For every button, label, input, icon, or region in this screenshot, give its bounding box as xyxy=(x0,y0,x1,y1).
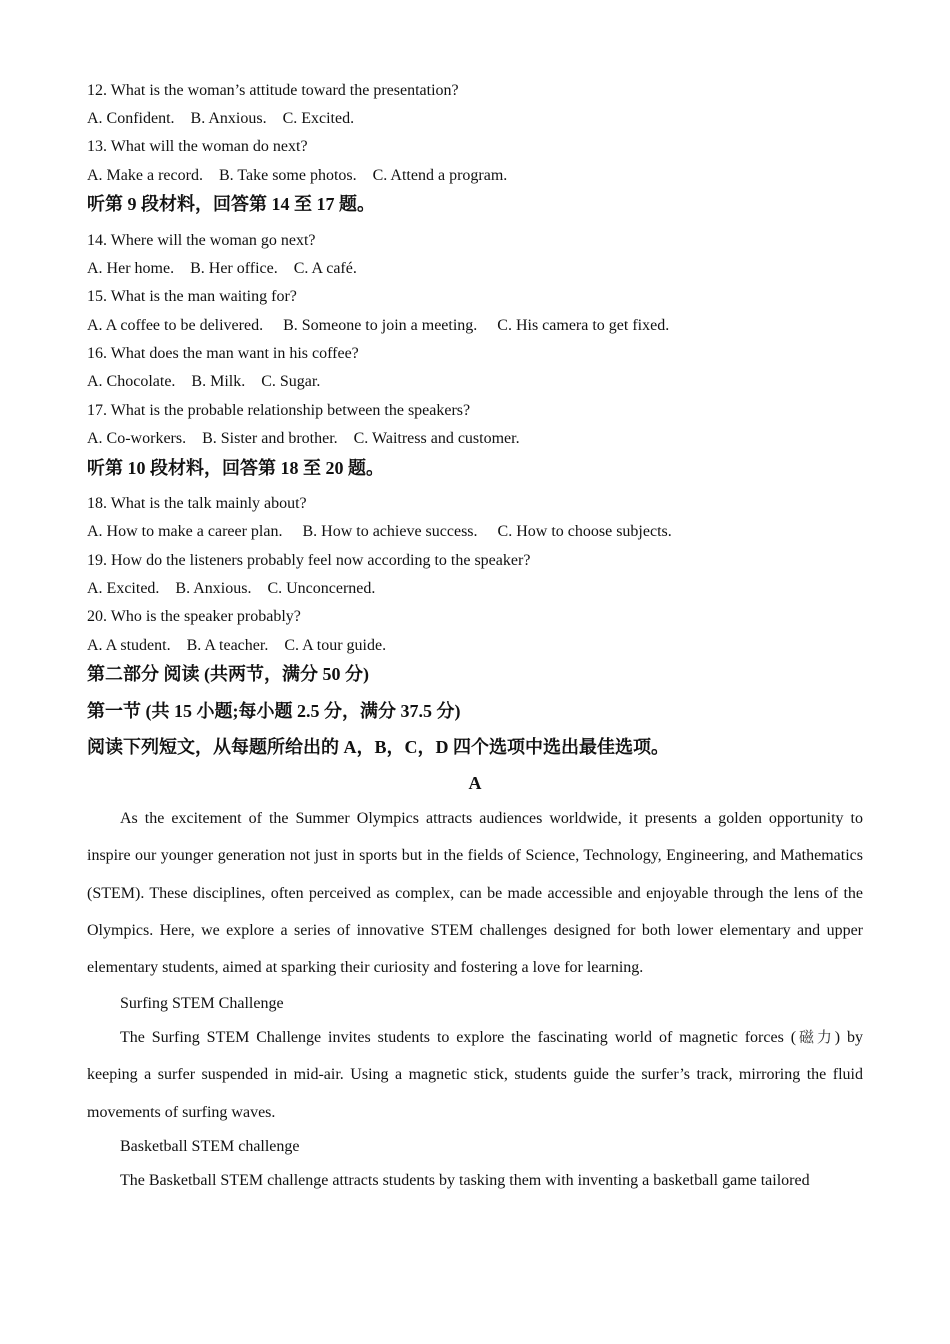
question-14-options: A. Her home. B. Her office. C. A café. xyxy=(87,260,357,277)
question-20-options: A. A student. B. A teacher. C. A tour guide. xyxy=(87,637,387,654)
question-13-options: A. Make a record. B. Take some photos. C. Attend a program. xyxy=(87,167,508,184)
question-16-options: A. Chocolate. B. Milk. C. Sugar. xyxy=(87,373,321,390)
section-one-title: 第一节 (共 15 小题;每小题 2.5 分，满分 37.5 分) xyxy=(87,701,461,721)
paragraph-surfing xyxy=(87,1019,863,1131)
question-12: 12. What is the woman’s attitude toward the presentation? xyxy=(87,82,459,99)
section-9-heading: 听第 9 段材料，回答第 14 至 17 题。 xyxy=(87,194,375,214)
question-19-options: A. Excited. B. Anxious. C. Unconcerned. xyxy=(87,580,376,597)
question-12-options: A. Confident. B. Anxious. C. Excited. xyxy=(87,110,355,127)
question-18-options: A. How to make a career plan. B. How to achieve success. C. How to choose subjects. xyxy=(87,523,672,540)
question-17-options: A. Co-workers. B. Sister and brother. C. Waitress and customer. xyxy=(87,430,520,447)
question-20: 20. Who is the speaker probably? xyxy=(87,608,301,625)
part-two-title: 第二部分 阅读 (共两节，满分 50 分) xyxy=(87,664,369,684)
passage-label: A xyxy=(468,773,482,793)
question-15: 15. What is the man waiting for? xyxy=(87,288,297,305)
question-14: 14. Where will the woman go next? xyxy=(87,232,316,249)
question-17: 17. What is the probable relationship between the speakers? xyxy=(87,402,471,419)
section-10-heading: 听第 10 段材料，回答第 18 至 20 题。 xyxy=(87,458,384,478)
paragraph-basketball: The Basketball STEM challenge attracts students by tasking them with inventing a basketball game tailored xyxy=(120,1172,810,1189)
question-13: 13. What will the woman do next? xyxy=(87,138,308,155)
question-15-options: A. A coffee to be delivered. B. Someone to join a meeting. C. His camera to get fixed. xyxy=(87,317,670,334)
question-18: 18. What is the talk mainly about? xyxy=(87,495,307,512)
reading-instruction: 阅读下列短文，从每题所给出的 A，B，C，D 四个选项中选出最佳选项。 xyxy=(87,737,669,757)
subheading-basketball: Basketball STEM challenge xyxy=(120,1138,300,1155)
question-16: 16. What does the man want in his coffee? xyxy=(87,345,359,362)
paragraph-surfing-text-1: The Surfing STEM Challenge invites students to explore the fascinating world of magnetic forces ( xyxy=(120,1029,797,1046)
chinese-gloss: 磁力 xyxy=(796,1028,835,1046)
paragraph-surfing-text-2: ) by keeping a surfer suspended in mid-air. Using a magnetic stick, students guide the surfer’s track, mirroring the fluid movements of surfing waves. xyxy=(87,1029,863,1121)
question-19: 19. How do the listeners probably feel now according to the speaker? xyxy=(87,552,531,569)
subheading-surfing: Surfing STEM Challenge xyxy=(120,995,284,1012)
paragraph-intro: As the excitement of the Summer Olympics attracts audiences worldwide, it presents a golden opportunity to inspire our younger generation not just in sports but in the fields of Science, Technology, Engineering, and Mathematics (STEM). These disciplines, often perceived as complex, can be made accessible and enjoyable through the lens of the Olympics. Here, we explore a series of innovative STEM challenges designed for both lower elementary and upper elementary students, aimed at sparking their curiosity and fostering a love for learning. xyxy=(87,810,863,977)
